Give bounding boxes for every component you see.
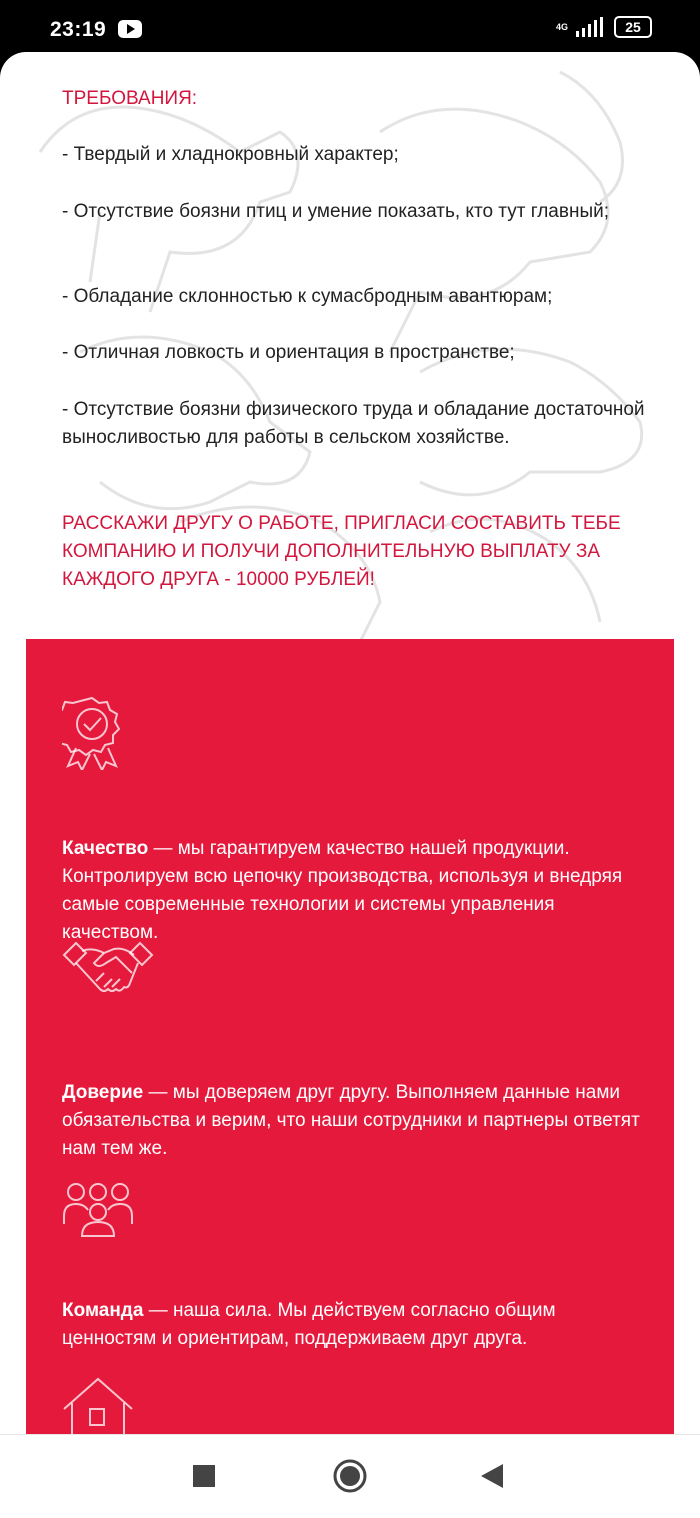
value-title: Доверие [62, 1082, 144, 1103]
house-icon [62, 1375, 134, 1434]
requirements-title: ТРЕБОВАНИЯ: [62, 88, 198, 109]
circle-icon[interactable] [333, 1459, 367, 1493]
status-indicators [556, 16, 652, 38]
status-time: 23:19 [50, 18, 107, 41]
requirement-item: - Обладание склонностью к сумасбродным авантюрам; [62, 286, 553, 307]
triangle-back-icon[interactable] [481, 1464, 503, 1488]
referral-promo-text: РАССКАЖИ ДРУГУ О РАБОТЕ, ПРИГЛАСИ СОСТАВИТЬ ТЕБЕ КОМПАНИЮ И ПОЛУЧИ ДОПОЛНИТЕЛЬНУЮ ВЫПЛАТУ ЗА КАЖДОГО ДРУГА - 10000 РУБЛЕЙ! [62, 513, 621, 590]
award-ribbon-icon [62, 694, 122, 770]
company-values-panel [26, 639, 674, 1434]
navigation-bar [0, 1434, 700, 1518]
value-title: Качество [62, 838, 149, 859]
signal-icon [576, 17, 606, 37]
value-description: — мы доверяем друг другу. Выполняем данные нами обязательства и верим, что наши сотрудники и партнеры ответят нам тем же. [62, 1082, 640, 1159]
value-title: Команда [62, 1300, 144, 1321]
value-trust [62, 1079, 652, 1163]
value-team [62, 1297, 652, 1353]
network-type: 4G [555, 21, 568, 32]
value-quality [62, 835, 652, 947]
requirement-item: - Отличная ловкость и ориентация в пространстве; [62, 342, 515, 363]
team-icon [62, 1182, 134, 1238]
requirement-item: - Отсутствие боязни птиц и умение показать, кто тут главный; [62, 201, 609, 222]
handshake-icon [62, 941, 154, 1003]
battery-indicator: 25 [614, 16, 652, 38]
value-description: — наша сила. Мы действуем согласно общим ценностям и ориентирам, поддерживаем друг друга. [62, 1300, 556, 1349]
status-bar [0, 0, 700, 52]
requirement-item: - Отсутствие боязни физического труда и обладание достаточной выносливостью для работы в сельском хозяйстве. [62, 399, 645, 448]
square-icon[interactable] [193, 1465, 215, 1487]
web-page[interactable] [0, 52, 700, 1434]
youtube-notification-icon [118, 20, 142, 38]
requirement-item: - Твердый и хладнокровный характер; [62, 144, 399, 165]
value-description: — мы гарантируем качество нашей продукции. Контролируем всю цепочку производства, используя и внедряя самые современные технологии и системы управления качеством. [62, 838, 623, 943]
